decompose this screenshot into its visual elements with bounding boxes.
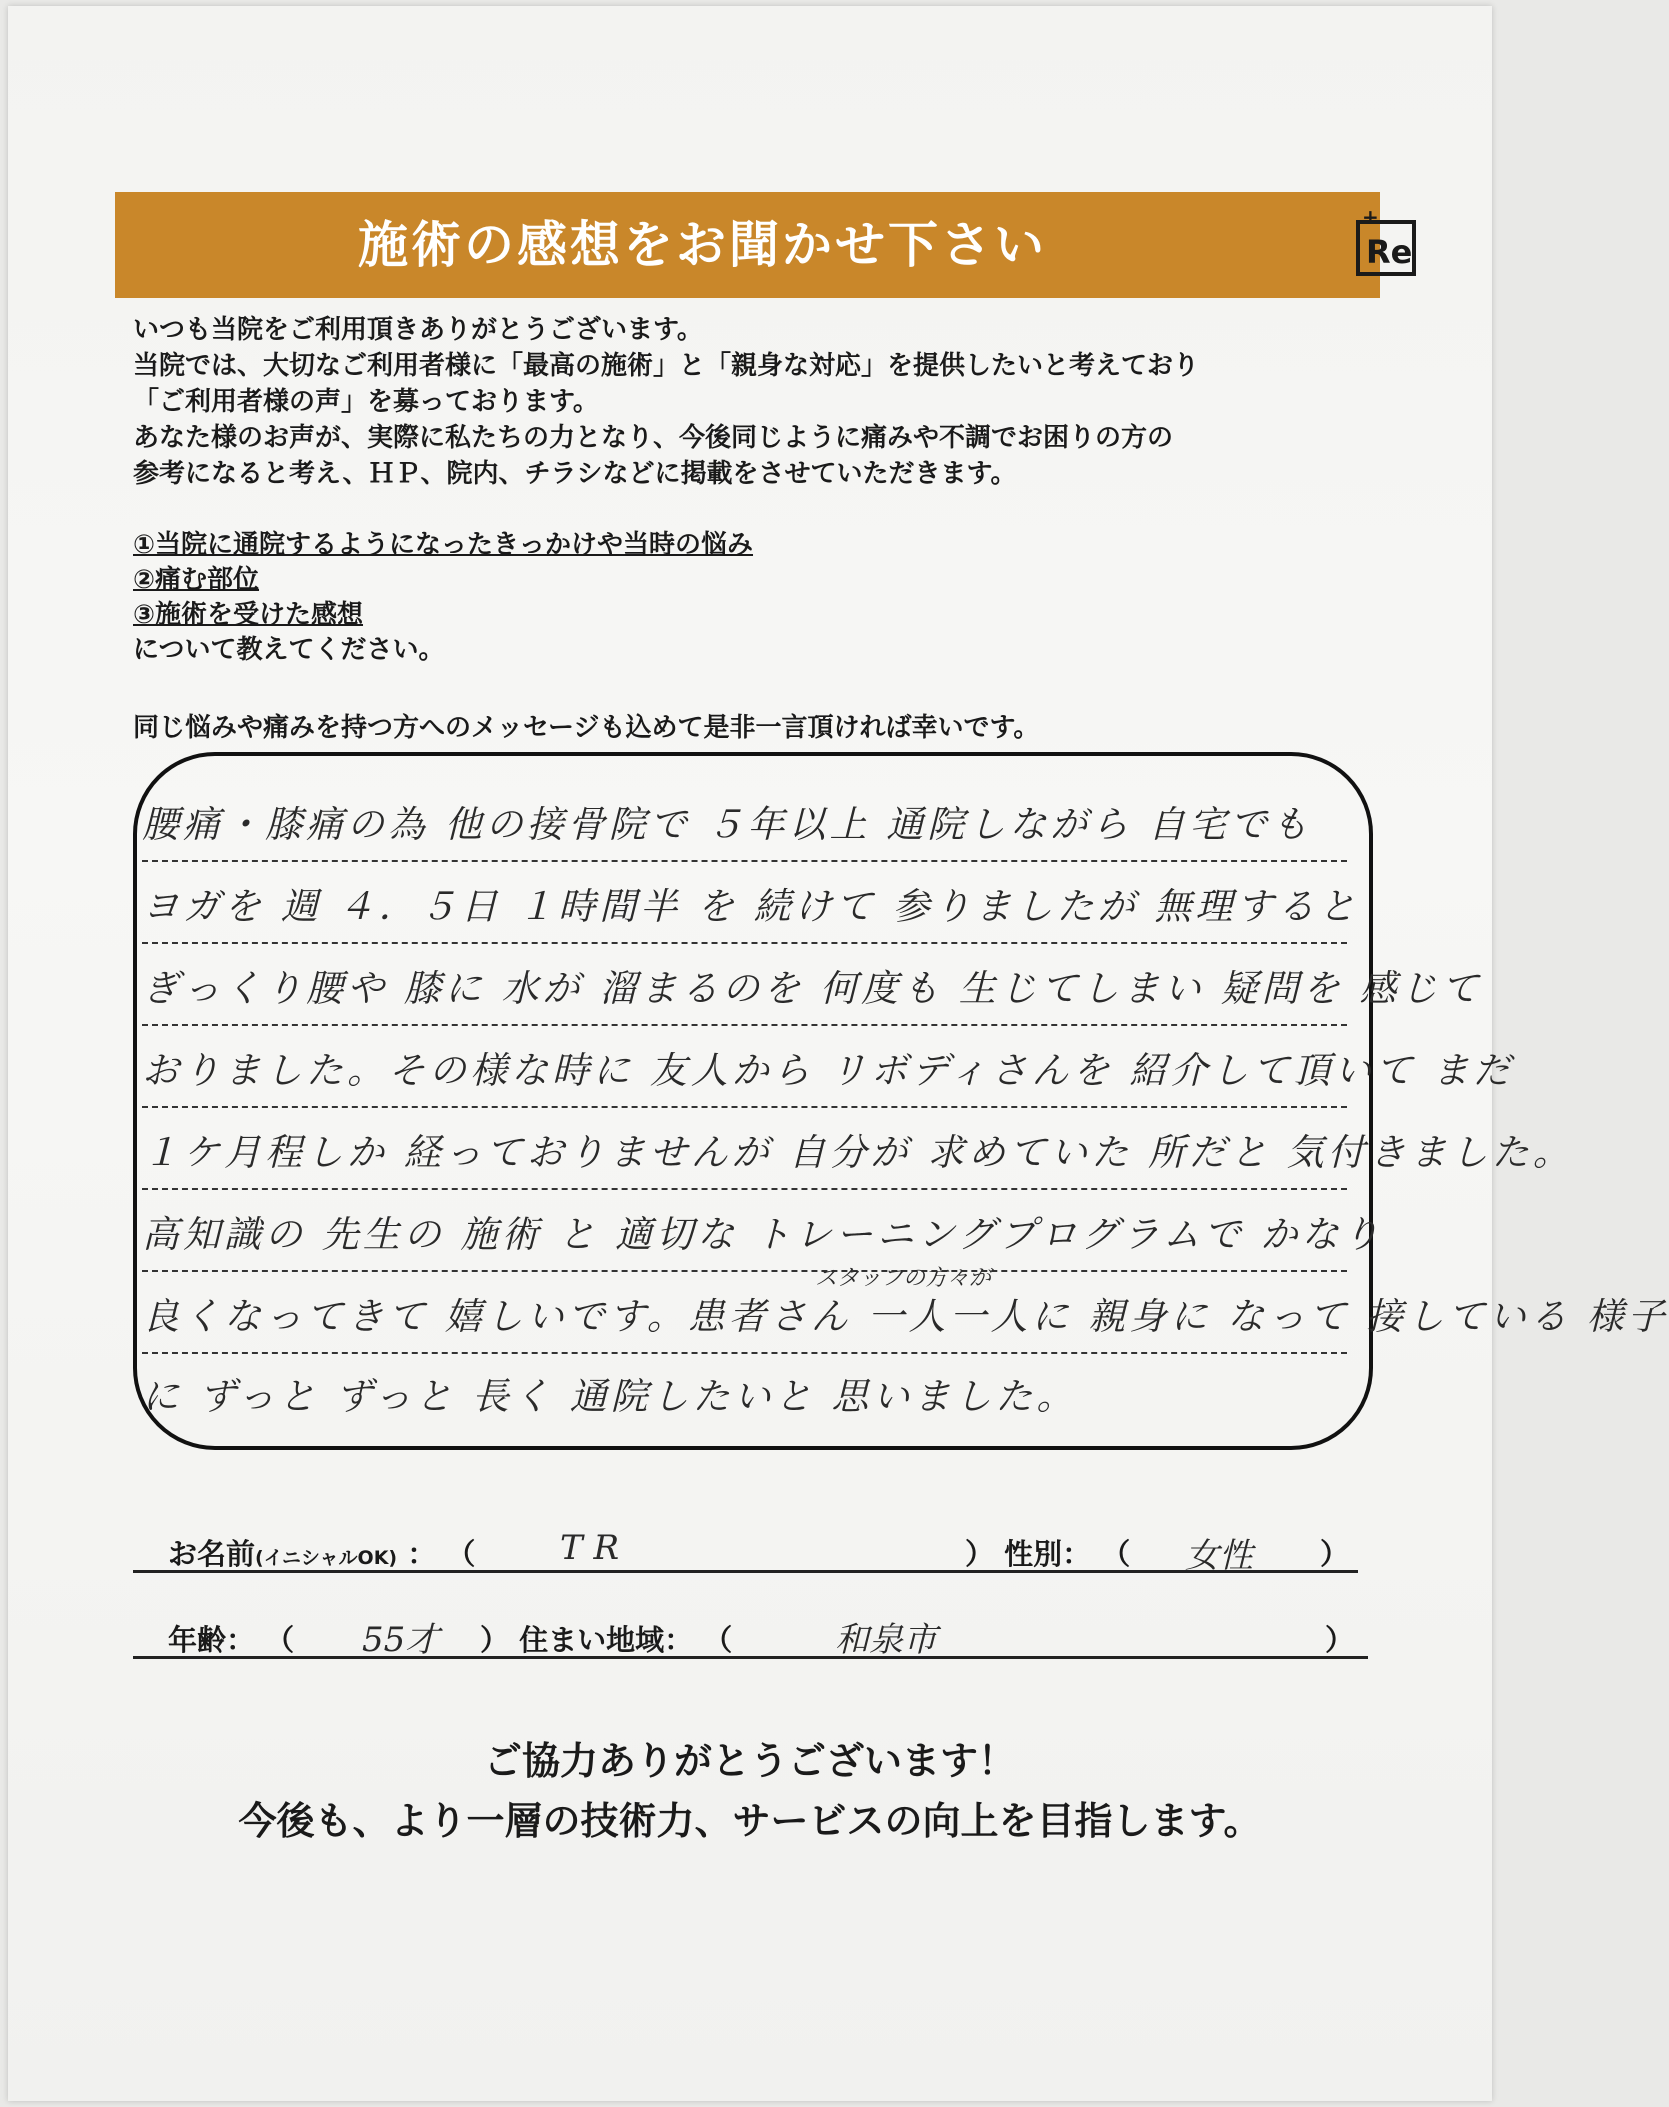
answer-line: 腰痛・膝痛の為 他の接骨院で ５年以上 通院しながら 自宅でも <box>142 790 1347 862</box>
message-request: 同じ悩みや痛みを持つ方へのメッセージも込めて是非一言頂ければ幸いです。 <box>133 713 1040 743</box>
intro-line: 「ご利用者様の声」を募っております。 <box>133 387 599 417</box>
question-list <box>133 528 1133 668</box>
age-value[interactable]: 55才 <box>362 1620 440 1660</box>
intro-line: 参考になると考え、ＨＰ、院内、チラシなどに掲載をさせていただきます。 <box>133 459 1017 489</box>
answer-line: 高知識の 先生の 施術 と 適切な トレーニングプログラムで かなり <box>142 1200 1347 1272</box>
name-colon: ： <box>407 1537 437 1571</box>
name-close-paren: ） <box>965 1537 995 1571</box>
answer-line: １ケ月程しか 経っておりませんが 自分が 求めていた 所だと 気付きました。 <box>142 1118 1347 1190</box>
name-value[interactable]: T R <box>560 1528 620 1568</box>
gender-close-paren: ） <box>1320 1537 1350 1571</box>
re-logo-icon <box>1353 205 1419 278</box>
area-value[interactable]: 和泉市 <box>835 1620 937 1660</box>
header-banner <box>115 192 1413 298</box>
page-title: 施術の感想をお聞かせ下さい <box>358 216 1047 274</box>
answer-insert: スタッフの方々が <box>815 1266 992 1291</box>
area-field-label <box>480 1618 732 1659</box>
intro-line: 当院では、大切なご利用者様に「最高の施術」と「親身な対応」を提供したいと考えており <box>133 351 1200 381</box>
name-note: (イニシャルOK) <box>255 1547 398 1569</box>
thanks-line-1: ご協力ありがとうございます！ <box>483 1739 1016 1783</box>
age-field-label <box>168 1618 294 1659</box>
answer-line: ヨガを 週 ４．５日 １時間半 を 続けて 参りましたが 無理すると <box>142 872 1347 944</box>
gender-open-paren: （ <box>1101 1537 1131 1571</box>
logo-mark: + <box>1362 205 1379 229</box>
gender-field-label <box>965 1532 1130 1573</box>
question-item: ①当院に通院するようになったきっかけや当時の悩み <box>133 530 754 560</box>
area-label: 住まい地域： <box>519 1623 694 1657</box>
name-label: お名前 <box>168 1537 256 1571</box>
age-row-underline <box>133 1656 1368 1659</box>
answer-line: に ずっと ずっと 長く 通院したいと 思いました。 <box>142 1375 1078 1418</box>
answer-line: ぎっくり腰や 膝に 水が 溜まるのを 何度も 生じてしまい 疑問を 感じて <box>142 954 1347 1026</box>
area-close-paren: ） <box>1325 1623 1355 1657</box>
intro-line: あなた様のお声が、実際に私たちの力となり、今後同じように痛みや不調でお困りの方の <box>133 423 1174 453</box>
question-item: ②痛む部位 <box>133 565 260 595</box>
question-suffix: について教えてください。 <box>133 635 445 665</box>
area-open-paren: （ <box>703 1623 733 1657</box>
name-open-paren: （ <box>446 1537 476 1571</box>
age-label: 年齢： <box>168 1623 256 1657</box>
name-field-label <box>168 1532 475 1573</box>
age-close-paren: ） <box>480 1623 510 1657</box>
answer-line: 良くなってきて 嬉しいです。患者さん 一人一人に 親身に なって 接している 様子 <box>142 1282 1347 1354</box>
logo-text: Re <box>1366 233 1413 271</box>
thanks-line-2: 今後も、より一層の技術力、サービスの向上を目指します。 <box>238 1799 1262 1843</box>
gender-label: 性別： <box>1004 1537 1092 1571</box>
answer-line: おりました。その様な時に 友人から リボディさんを 紹介して頂いて まだ <box>142 1036 1347 1108</box>
gender-value[interactable]: 女性 <box>1185 1536 1253 1576</box>
intro-text <box>133 312 1383 492</box>
intro-line: いつも当院をご利用頂きありがとうございます。 <box>133 315 703 345</box>
question-item: ③施術を受けた感想 <box>133 600 364 630</box>
name-row-underline <box>133 1570 1358 1573</box>
age-open-paren: （ <box>265 1623 295 1657</box>
